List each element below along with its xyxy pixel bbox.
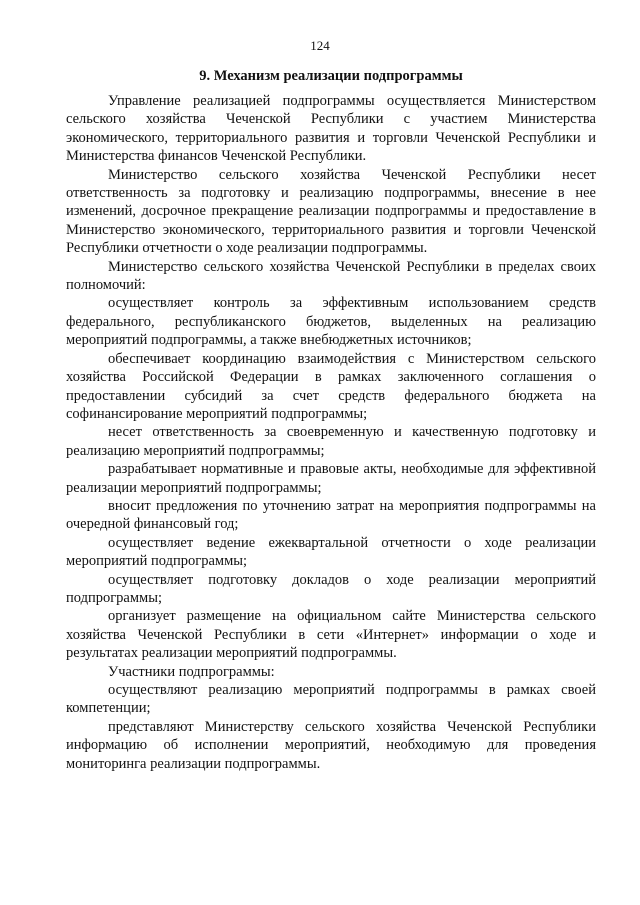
paragraph: осуществляет подготовку докладов о ходе реализации мероприятий подпрограммы; <box>66 571 596 606</box>
paragraph: Министерство сельского хозяйства Чеченской Республики несет ответственность за подготовку и реализацию подпрограммы, внесение в нее изменений, досрочное прекращение реализации подпрограммы и предоставление в Министерство экономического, территориального развития и торговли Чеченской Республики отчетности о ходе реализации подпрограммы. <box>66 166 596 257</box>
section-heading: 9. Механизм реализации подпрограммы <box>199 68 463 84</box>
paragraph: представляют Министерству сельского хозяйства Чеченской Республики информацию об исполнении мероприятий, необходимую для проведения мониторинга реализации подпрограммы. <box>66 718 596 772</box>
paragraph: Участники подпрограммы: <box>108 663 275 680</box>
paragraph: Министерство сельского хозяйства Чеченской Республики в пределах своих полномочий: <box>66 258 596 294</box>
paragraph: осуществляют реализацию мероприятий подпрограммы в рамках своей компетенции; <box>66 682 596 717</box>
page-number: 124 <box>310 38 330 53</box>
paragraph: разрабатывает нормативные и правовые акты, необходимые для эффективной реализации мероприятий подпрограммы; <box>66 461 596 496</box>
paragraph: организует размещение на официальном сайте Министерства сельского хозяйства Чеченской Республики в сети «Интернет» информации о ходе и результатах реализации мероприятий подпрограммы. <box>66 608 596 662</box>
paragraph: Управление реализацией подпрограммы осуществляется Министерством сельского хозяйства Чеченской Республики с участием Министерства экономического, территориального развития и торговли Чеченской Республики и Министерства финансов Чеченской Республики. <box>66 93 596 165</box>
document-body <box>66 92 596 773</box>
paragraph: несет ответственность за своевременную и качественную подготовку и реализацию мероприятий подпрограммы; <box>66 424 596 459</box>
paragraph: осуществляет контроль за эффективным использованием средств федерального, республиканского бюджетов, выделенных на реализацию мероприятий подпрограммы, а также внебюджетных источников; <box>66 295 596 349</box>
paragraph: осуществляет ведение ежеквартальной отчетности о ходе реализации мероприятий подпрограммы; <box>66 534 596 570</box>
paragraph: вносит предложения по уточнению затрат на мероприятия подпрограммы на очередной финансовый год; <box>66 497 596 533</box>
paragraph: обеспечивает координацию взаимодействия с Министерством сельского хозяйства Российской Федерации в рамках заключенного соглашения о предоставлении субсидий за счет средств федерального бюджета на софинансирование мероприятий подпрограммы; <box>66 350 596 422</box>
